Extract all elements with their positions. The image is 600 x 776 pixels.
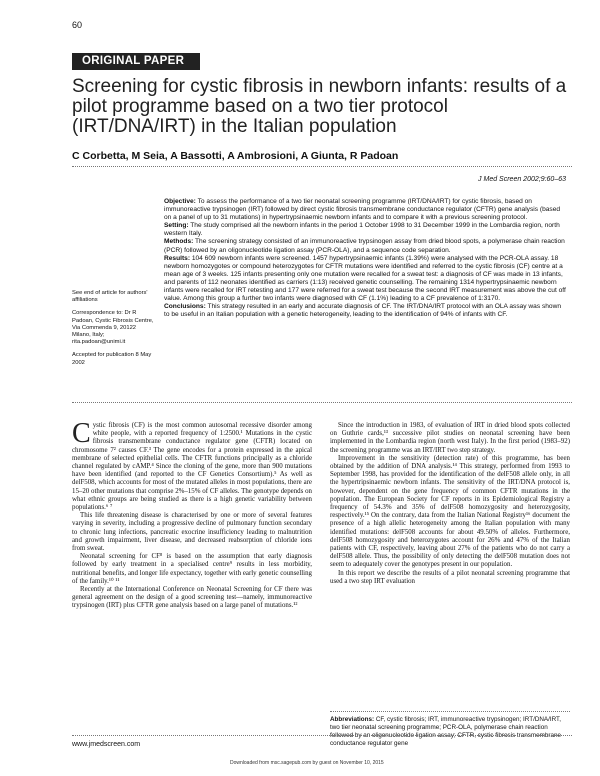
article-title: Screening for cystic fibrosis in newborn infants: results of a pilot programme based on a two tier protocol (IRT/DNA/IRT) in the Italian population [72,76,567,137]
journal-reference: J Med Screen 2002;9:60–63 [478,176,566,183]
abstract-methods: Methods: The screening strategy consisted of an immunoreactive trypsinogen assay from dried blood spots, a polymerase chain reaction (PCR) followed by an oligonucleotide ligation assay (PCR-OLA), and a sequence code separation. [164,238,565,254]
body-paragraph: Improvement in the sensitivity (detection rate) of this programme, has been obtained by the addition of DNA analysis.¹⁴ This strategy, performed from 1993 to September 1998, has provided for the identification of the delF508 allele only, in all the hypertripsinaemic newborn infants. The sensitivity of the IRT/DNA protocol is, however, dependent on the gene frequency of common CFTR mutations in the population. The European Society for CF reports in its Epidemiological Registry a frequency of 54.3% and 35% of delF508 homozygosity and heterozygosity, respectively.¹⁵ On the contrary, data from the Italian National Registry¹⁶ document the presence of a high allelic heterogeneity among the Italian population with many identified mutations: delF508 accounts for about 49.50% of alleles. Furthermore, delF508 homozygosity and heterozygotes account for 26% and 47% of the Italian patients with CF, respectively, leaving about 27% of the patients who do not carry a delF508 allele. Thus, the possibility of only detecting the delF508 mutation does not seem to adequately cover the genotypes present in our population. [330,454,570,569]
abstract-results: Results: 104 609 newborn infants were screened. 1457 hypertrypsinaemic infants (1.39%) were analysed with the PCR-OLA assay. 18 newborn homozygotes or compound heterozygotes for CFTR mutations were identified and referred to the cystic fibrosis (CF) centre at a mean age of 3 weeks. 125 infants presenting only one mutation were recalled for a sweat test: a diagnosis of CF was made in 13 infants, and parents of 112 neonates identified as carriers (1:13) received genetic counselling. The remaining 1314 hypertrypsinaemic newborn infants were recalled for IRT retesting and 177 were referred for a sweat test because the second IRT measurement was above the cut off value. Among this group a further two infants were diagnosed with CF (1.1%) leading to a CF prevalence of 1:3170. [164,254,566,303]
side-note [72,290,154,373]
abstract-setting: Setting: The study comprised all the newborn infants in the period 1 October 1998 to 31 December 1999 in the Lombardia region, north western Italy. [164,222,560,238]
body-column-right [330,422,570,586]
download-note: Downloaded from msc.sagepub.com by guest on November 10, 2015 [230,760,384,766]
dotted-divider [72,402,572,403]
body-paragraph: In this report we describe the results of a pilot neonatal screening programme that used a two step IRT evaluation [330,569,570,585]
abstract-conclusions: Conclusions: This strategy resulted in an early and accurate diagnosis of CF. The IRT/DNA/IRT protocol with an OLA assay was shown to be useful in an Italian population with a genetic heterogeneity, leading to the identification of 94% of infants with CF. [164,303,562,319]
page-number: 60 [72,20,83,30]
accepted-note: Accepted for publication 8 May 2002 [72,352,152,366]
dotted-divider [72,166,572,167]
article-type-banner: ORIGINAL PAPER [72,53,200,70]
correspondence-note: Correspondence to: Dr R Padoan, Cystic Fibrosis Centre, Via Commenda 9, 20122 Milano, Italy; rita.padoan@unimi.it [72,310,154,346]
abbreviations-box: Abbreviations: CF, cystic fibrosis; IRT, immunoreactive trypsinogen; IRT/DNA/IRT, two tier neonatal screening programme; PCR-OLA, polymerase chain reaction followed by an oligonucleotide ligation assay; CFTR, cystic fibrosis transmembrane conductance regulator gene [330,716,561,747]
dotted-divider [72,735,572,736]
body-paragraph: Neonatal screening for CF⁸ is based on the assumption that early diagnosis followed by early treatment in a specialised centre⁹ results in less morbidity, nutritional benefits, and longer life expectancy, together with early genetic counselling of the family.¹⁰ ¹¹ [72,553,312,585]
body-paragraph: This life threatening disease is characterised by one or more of several features varying in severity, including a progressive decline of pulmonary function secondary to chronic lung infections, pancreatic exocrine insufficiency leading to malnutrition and growth impairment, liver disease, and decreased reabsorption of chloride ions from sweat. [72,512,312,553]
abstract [164,198,568,319]
dotted-divider [330,711,570,712]
body-paragraph: Cystic fibrosis (CF) is the most common autosomal recessive disorder among white people, with a reported frequency of 1:2500.¹ Mutations in the cystic fibrosis transmembrane conductance regulator gene (CFTR) located on chromosome 7² causes CF.³ The gene encodes for a protein expressed in the apical membrane of selected epithelial cells. The CFTR functions principally as a chloride channel regulated by cAMP.⁴ Since the cloning of the gene, more than 900 mutations have been identified (and reported to the CF Genetics Consortium).⁵ As well as delF508, which accounts for most of the mutated alleles in most populations, there are 15–20 other mutations that comprise 2%–15% of CF alleles. The genotype depends on what ethnic groups are being studied as there is a high genetic variability between populations.⁶ ⁷ [72,418,312,512]
author-list: C Corbetta, M Seia, A Bassotti, A Ambrosioni, A Giunta, R Padoan [72,150,399,162]
body-column-left [72,418,312,611]
affiliations-note: See end of article for authors' affiliations [72,290,148,304]
journal-website: www.jmedscreen.com [72,741,141,748]
body-paragraph: Since the introduction in 1983, of evaluation of IRT in dried blood spots collected on Guthrie cards,¹³ successive pilot studies on neonatal screening have been implemented in the Lombardia region (north west Italy). In the first period (1983–92) the screening programme was an IRT/IRT two step strategy. [330,422,570,454]
drop-cap: C [72,418,91,449]
body-paragraph: Recently at the International Conference on Neonatal Screening for CF there was general agreement on the design of a good screening test—namely, immunoreactive trypsinogen (IRT) plus CFTR gene analysis based on a large panel of mutations.¹² [72,586,312,610]
abstract-objective: Objective: To assess the performance of a two tier neonatal screening programme (IRT/DNA/IRT) for cystic fibrosis, based on immunoreactive trypsinogen (IRT) followed by direct cystic fibrosis transmembrane conductance regulator (CFTR) gene analysis (based on a panel of up to 31 mutations) in hypertrypsinaemic newborn infants and to compare it with a previous screening protocol. [164,198,561,222]
